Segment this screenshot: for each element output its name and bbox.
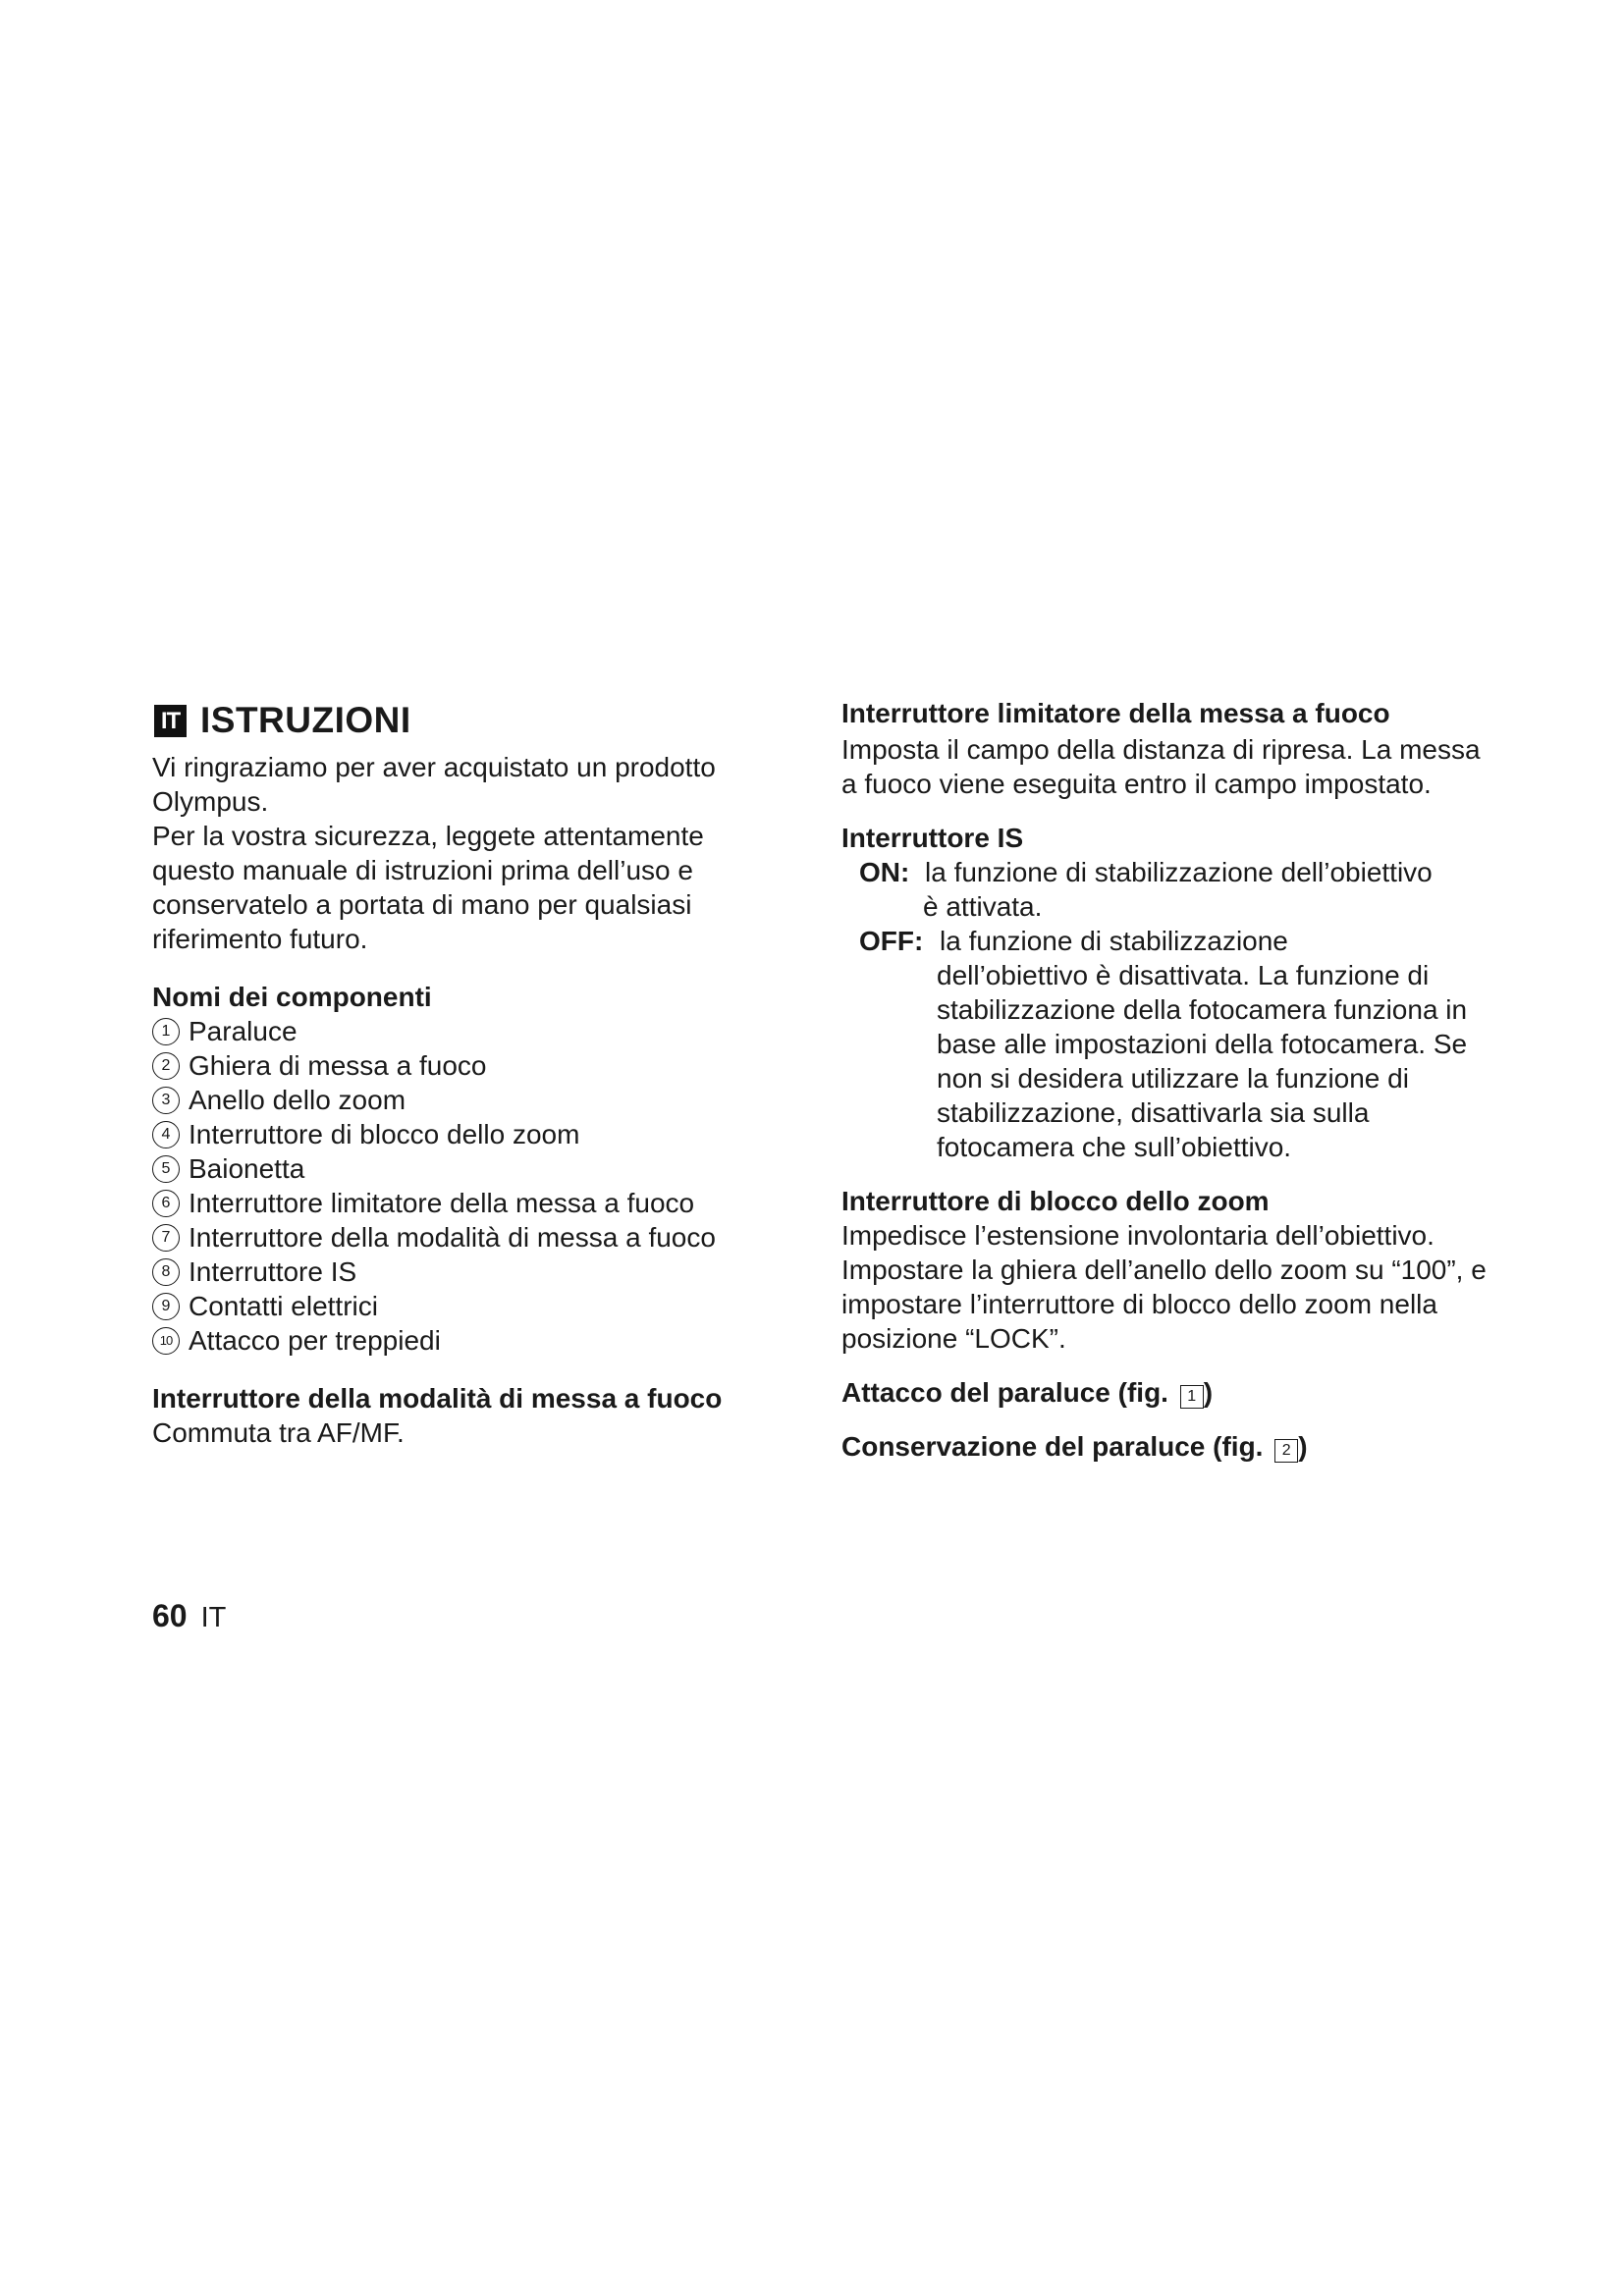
list-item: [152, 1014, 781, 1048]
intro-paragraph-1: Vi ringraziamo per aver acquistato un prodotto Olympus.: [152, 752, 716, 817]
hood-storage-label: Conservazione del paraluce (fig.: [841, 1431, 1264, 1462]
item-label: Interruttore della modalità di messa a fuoco: [189, 1221, 716, 1253]
item-number: 10: [152, 1327, 180, 1355]
item-number: 5: [152, 1155, 180, 1183]
figure-reference-1: 1: [1180, 1385, 1204, 1409]
item-number: 3: [152, 1087, 180, 1114]
is-on-line-2: è attivata.: [923, 891, 1043, 922]
is-on-line-1: la funzione di stabilizzazione dell’obiettivo: [925, 857, 1433, 887]
item-label: Baionetta: [189, 1152, 305, 1184]
list-item: [152, 1220, 781, 1255]
item-label: Anello dello zoom: [189, 1084, 406, 1115]
item-label: Interruttore limitatore della messa a fuoco: [189, 1187, 695, 1218]
components-heading: Nomi dei componenti: [152, 982, 432, 1012]
is-off-label: OFF:: [859, 926, 924, 956]
item-label: Contatti elettrici: [189, 1290, 378, 1321]
list-item: [152, 1048, 781, 1083]
hood-storage-heading: [841, 1430, 1489, 1464]
item-number: 4: [152, 1121, 180, 1148]
is-on-label: ON:: [859, 857, 910, 887]
item-number: 6: [152, 1190, 180, 1217]
components-list: [152, 1014, 781, 1358]
list-item: [152, 1289, 781, 1323]
list-item: [152, 1117, 781, 1151]
item-label: Interruttore IS: [189, 1255, 357, 1287]
item-label: Paraluce: [189, 1015, 298, 1046]
is-off-line-1: la funzione di stabilizzazione: [940, 926, 1288, 956]
page-number: 60: [152, 1598, 188, 1633]
item-label: Ghiera di messa a fuoco: [189, 1049, 487, 1081]
item-number: 2: [152, 1052, 180, 1080]
is-on-description: [925, 855, 1489, 889]
page-footer: [152, 1598, 226, 1634]
zoom-lock-heading: Interruttore di blocco dello zoom: [841, 1186, 1270, 1216]
item-number: 1: [152, 1018, 180, 1045]
list-item: [152, 1083, 781, 1117]
focus-mode-text: Commuta tra AF/MF.: [152, 1417, 405, 1448]
hood-attach-heading: [841, 1376, 1489, 1410]
is-off-description: [940, 924, 1489, 958]
item-number: 9: [152, 1293, 180, 1320]
language-badge: IT: [154, 705, 187, 737]
list-item: [152, 1151, 781, 1186]
item-number: 7: [152, 1224, 180, 1252]
focus-limiter-text: Imposta il campo della distanza di ripresa. La messa a fuoco viene eseguita entro il campo impostato.: [841, 734, 1481, 799]
is-off-rest: dell’obiettivo è disattivata. La funzione di stabilizzazione della fotocamera funziona in base alle impostazioni della fotocamera. Se non si desidera utilizzare la funzione di stabilizzazione, disattivarla sia sulla fotocamera che sull’obiettivo.: [937, 960, 1468, 1162]
is-on-option: [841, 855, 1489, 889]
intro-paragraph-2: Per la vostra sicurezza, leggete attentamente questo manuale di istruzioni prima dell’uso e conservatelo a portata di mano per qualsiasi riferimento futuro.: [152, 821, 704, 954]
is-off-option: [841, 924, 1489, 958]
left-column: [152, 697, 781, 1450]
item-number: 8: [152, 1258, 180, 1286]
focus-mode-heading: Interruttore della modalità di messa a fuoco: [152, 1383, 723, 1414]
focus-limiter-heading: Interruttore limitatore della messa a fuoco: [841, 698, 1390, 728]
figure-reference-2: 2: [1274, 1439, 1298, 1463]
list-item: [152, 1255, 781, 1289]
hood-attach-close: ): [1203, 1377, 1214, 1408]
hood-storage-close: ): [1298, 1431, 1308, 1462]
list-item: [152, 1186, 781, 1220]
is-switch-heading: Interruttore IS: [841, 823, 1024, 853]
list-item: [152, 1323, 781, 1358]
section-header: [152, 697, 781, 744]
footer-language: IT: [200, 1602, 227, 1633]
item-label: Attacco per treppiedi: [189, 1324, 441, 1356]
right-column: [841, 697, 1489, 1464]
hood-attach-label: Attacco del paraluce (fig.: [841, 1377, 1168, 1408]
zoom-lock-text: Impedisce l’estensione involontaria dell’obiettivo. Impostare la ghiera dell’anello dello zoom su “100”, e impostare l’interruttore di blocco dello zoom nella posizione “LOCK”.: [841, 1220, 1487, 1354]
page-title: ISTRUZIONI: [200, 700, 411, 740]
item-label: Interruttore di blocco dello zoom: [189, 1118, 580, 1149]
